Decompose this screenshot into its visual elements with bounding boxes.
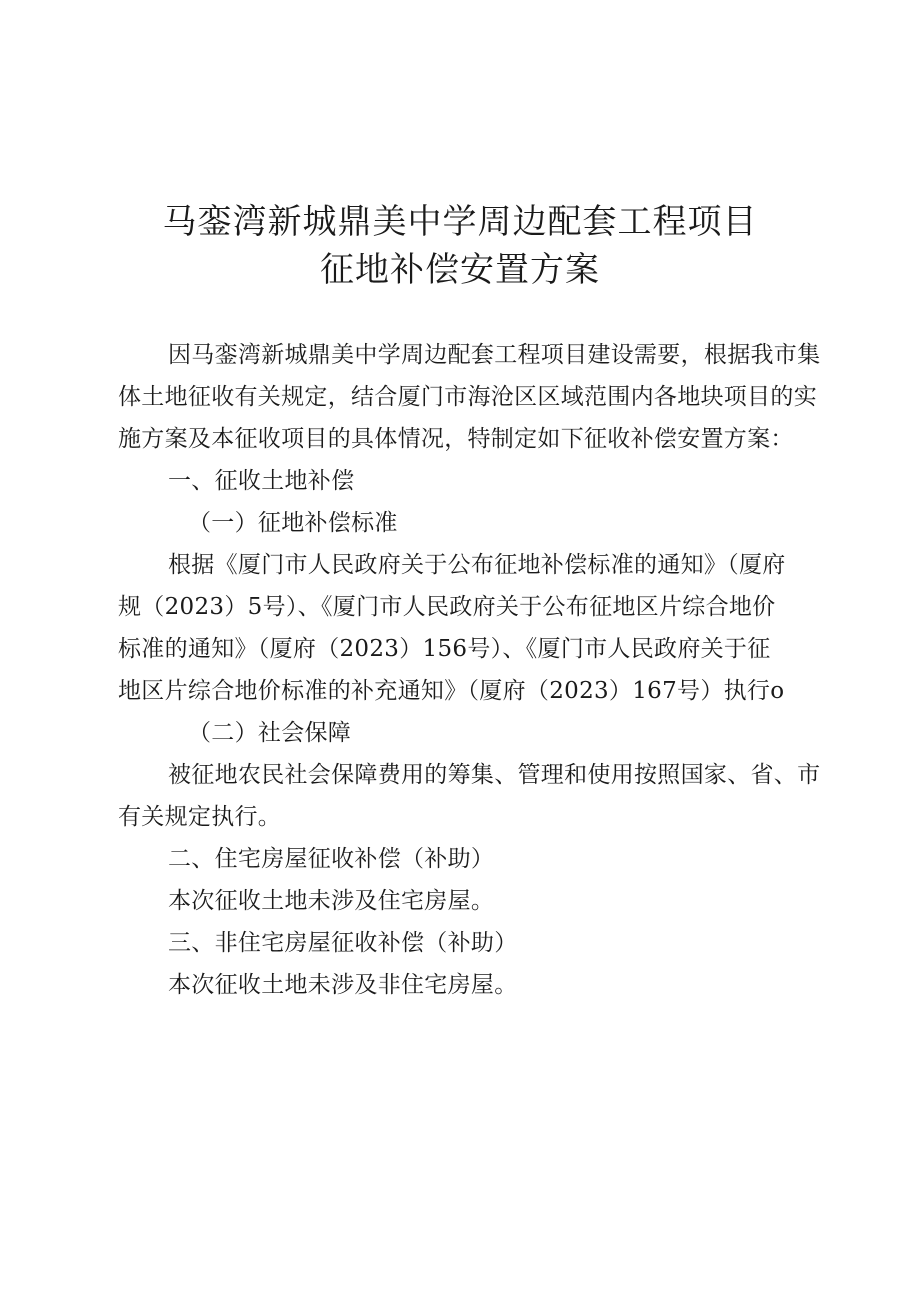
subsection-heading-1-2: （二）社会保障 xyxy=(188,720,352,746)
section-heading-2: 二、住宅房屋征收补偿（补助） xyxy=(168,846,495,872)
title-line-1: 马銮湾新城鼎美中学周边配套工程项目 xyxy=(162,202,758,242)
subsection-heading-1-1: （一）征地补偿标准 xyxy=(188,510,398,536)
paragraph-intro-line-2: 体土地征收有关规定，结合厦门市海沧区区域范围内各地块项目的实 xyxy=(118,384,817,410)
paragraph-non-residential: 本次征收土地未涉及非住宅房屋。 xyxy=(168,972,518,998)
paragraph-intro-line-1: 因马銮湾新城鼎美中学周边配套工程项目建设需要，根据我市集 xyxy=(168,342,821,368)
document-body xyxy=(118,334,821,1006)
paragraph-residential: 本次征收土地未涉及住宅房屋。 xyxy=(168,888,495,914)
section-heading-3: 三、非住宅房屋征收补偿（补助） xyxy=(168,930,518,956)
paragraph-social-security-line-1: 被征地农民社会保障费用的筹集、管理和使用按照国家、省、市 xyxy=(168,762,821,788)
paragraph-standard-line-1: 根据《厦门市人民政府关于公布征地补偿标准的通知》（厦府 xyxy=(168,552,786,578)
paragraph-standard-line-3: 标准的通知》（厦府（2023）156号）、《厦门市人民政府关于征 xyxy=(118,636,771,662)
paragraph-standard-line-2: 规（2023）5号）、《厦门市人民政府关于公布征地区片综合地价 xyxy=(118,594,776,620)
paragraph-intro-line-3: 施方案及本征收项目的具体情况，特制定如下征收补偿安置方案： xyxy=(118,426,794,452)
document-title xyxy=(0,198,920,294)
section-heading-1: 一、征收土地补偿 xyxy=(168,468,355,494)
paragraph-social-security-line-2: 有关规定执行。 xyxy=(118,804,282,830)
paragraph-standard-line-4: 地区片综合地价标准的补充通知》（厦府（2023）167号）执行o xyxy=(118,678,785,704)
title-line-2: 征地补偿安置方案 xyxy=(320,250,600,290)
